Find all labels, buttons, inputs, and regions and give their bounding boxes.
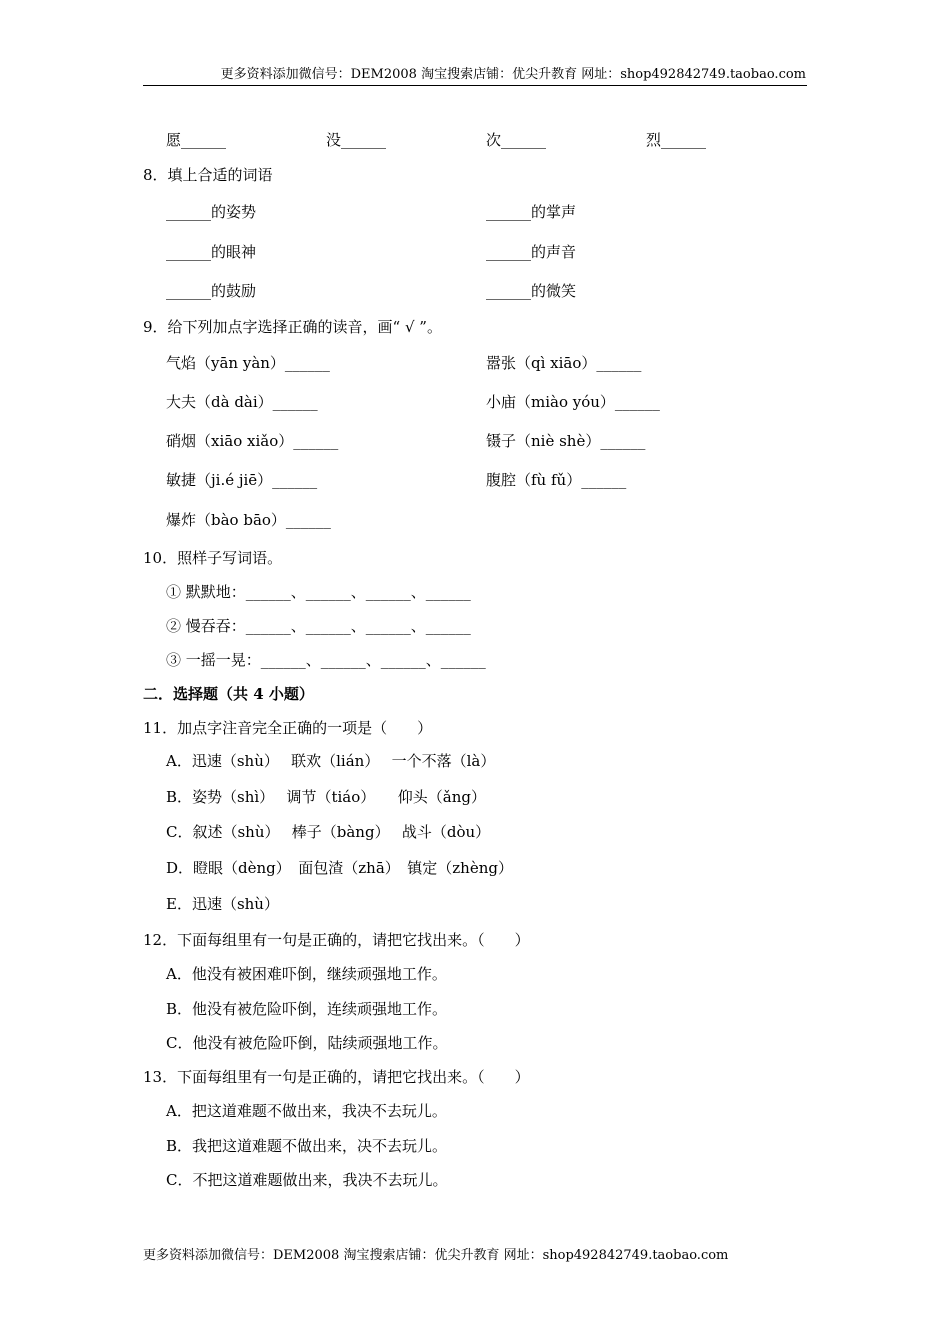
q7-word-3: 次______ [486,131,547,149]
q9-item: 大夫（dà dài）______ [166,393,318,411]
q9-item: 敏捷（ji.é jiē）______ [166,471,318,489]
q12-option: C．他没有被危险吓倒，陆续顽强地工作。 [166,1034,448,1052]
q8-item: ______的鼓励 [166,282,257,300]
q8-item: ______的掌声 [486,203,577,221]
q10-title: 10．照样子写词语。 [143,549,283,567]
q7-word-2: 没______ [326,131,387,149]
q11-title: 11．加点字注音完全正确的一项是（ ） [143,719,433,737]
q8-title: 8．填上合适的词语 [143,166,273,184]
q12-title: 12．下面每组里有一句是正确的，请把它找出来。（ ） [143,931,530,949]
q9-item: 腹腔（fù fǔ）______ [486,471,627,489]
q8-item: ______的眼神 [166,243,257,261]
q9-item: 嚣张（qì xiāo）______ [486,354,642,372]
q12-option: B．他没有被危险吓倒，连续顽强地工作。 [166,1000,448,1018]
q13-option: A．把这道难题不做出来，我决不去玩儿。 [166,1102,447,1120]
page-footer: 更多资料添加微信号：DEM2008 淘宝搜索店铺：优尖升教育 网址：shop492842749.taobao.com [143,1248,729,1263]
q9-item: 爆炸（bào bāo）______ [166,511,331,529]
q11-option: E．迅速（shù） [166,895,279,913]
q7-word-1: 愿______ [166,131,227,149]
q8-item: ______的姿势 [166,203,257,221]
q9-item: 气焰（yān yàn）______ [166,354,330,372]
q8-item: ______的声音 [486,243,577,261]
q13-option: C．不把这道难题做出来，我决不去玩儿。 [166,1171,448,1189]
page-header: 更多资料添加微信号：DEM2008 淘宝搜索店铺：优尖升教育 网址：shop492842749.taobao.com [143,66,807,86]
q9-item: 硝烟（xiāo xiǎo）______ [166,432,339,450]
section-title: 二．选择题（共 4 小题） [143,685,314,703]
q9-item: 镊子（niè shè）______ [486,432,646,450]
q10-item: ① 默默地：______、______、______、______ [166,583,471,601]
q10-item: ② 慢吞吞：______、______、______、______ [166,617,471,635]
q11-option: D．瞪眼（dèng） 面包渣（zhā） 镇定（zhèng） [166,859,513,877]
q8-item: ______的微笑 [486,282,577,300]
q13-option: B．我把这道难题不做出来，决不去玩儿。 [166,1137,448,1155]
q11-option: B．姿势（shì） 调节（tiáo） 仰头（ǎng） [166,788,486,806]
q7-word-4: 烈______ [646,131,707,149]
q11-option: A．迅速（shù） 联欢（lián） 一个不落（là） [166,752,496,770]
q13-title: 13．下面每组里有一句是正确的，请把它找出来。（ ） [143,1068,530,1086]
q9-title: 9．给下列加点字选择正确的读音，画“ √ ”。 [143,318,442,336]
q9-item: 小庙（miào yóu）______ [486,393,660,411]
q10-item: ③ 一摇一晃：______、______、______、______ [166,651,486,669]
q11-option: C．叙述（shù） 棒子（bàng） 战斗（dòu） [166,823,491,841]
q12-option: A．他没有被困难吓倒，继续顽强地工作。 [166,965,447,983]
